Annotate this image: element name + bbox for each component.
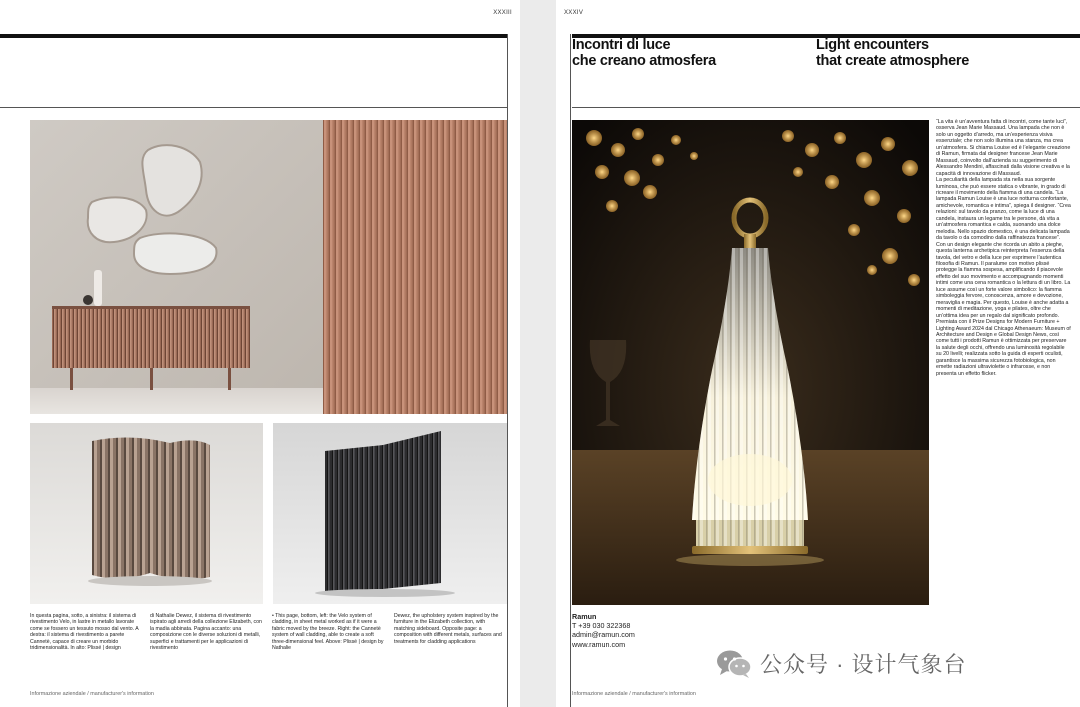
photo-credit: PHOTO XXXXXXXX [566, 533, 571, 570]
page-folio: XXXIV [564, 10, 584, 16]
caption-it-part2: di Nathalie Dewez, il sistema di rivestimento ispirato agli arredi della collezione Elizabeth, con la madia abbinata. Pagina accanto: una composizione con le diverse soluzioni di metalli, superfici e trattamenti per le applicazioni di rivestimento [150, 613, 262, 652]
article-paragraph: “La vita è un’avventura fatta di incontri, come tante luci”, osserva Jean Marie Massaud. Una lampada che non è solo un oggetto d’arredo, ma un’esperienza visiva essenziale; che non solo illumina una stanza, ma crea un’atmosfera. Si chiama Louise ed è l’elegante creazione di Ramun, firmata dal designer francese Jean Marie Massaud, coinvolto dall’azienda su suggerimento di Alessandro Mendini, affascinati dalla visione creativa e la capacità di innovazione di Massaud. [936, 119, 1071, 177]
right-page [556, 0, 1080, 707]
headline-it-line1: Incontri di luce [572, 37, 671, 53]
headline-en-line1: Light encounters [816, 37, 929, 53]
louise-lamp-illustration [572, 120, 929, 605]
page-footer: Informazione aziendale / manufacturer's information [572, 691, 696, 697]
cannete-illustration [273, 423, 507, 604]
wechat-icon [716, 649, 752, 679]
headline-english [816, 38, 969, 69]
headline-italian [572, 38, 716, 69]
article-paragraph: Con un design elegante che ricorda un abito a pieghe, questa lanterna archetipica reinterpreta l’essenza della tavola, del vetro e della luce per esprimere l’autentica filosofia di Ramun. Il paralume con motivo plissé protegge la fiamma sospesa, amplificando il piacevole effetto del suo movimento e accompagnando momenti intimi come una cena romantica o la lettura di un libro. La luce assume così un forte valore simbolico: la fiamma simboleggia fervore, conoscenza, amore e devozione, meraviglia e magia. Per questo, Louise è anche adatta a momenti di meditazione, yoga e pilates, oltre che un’ottima idea per un regalo dal significato profondo. [936, 241, 1071, 319]
photo-cannete-system [273, 423, 507, 604]
company-name: Ramun [572, 612, 597, 621]
page-footer: Informazione aziendale / manufacturer's information [30, 691, 154, 697]
article-paragraph: Premiata con il Prize Designs for Modern Furniture + Lighting Award 2024 dal Chicago Athenaeum: Museum of Architecture and Design e Global Design News, così come tutti i prodotti Ramun è ottimizzata per preservare la salute degli occhi, offrendo una luminosità regolabile su 20 livelli; realizzata sotto la guida di esperti oculisti, garantisce la massima sicurezza fotobiologica, non emette radiazioni ultraviolette o infrarosse, e non presenta un effetto flicker. [936, 319, 1071, 377]
article-paragraph: La peculiarità della lampada sta nella sua sorgente luminosa, che può essere statica o vibrante, in grado di ricreare il movimento della fiamma di una candela. “La lampada Ramun Louise è una luce notturna confortante, amichevole, romantica e intima”, spiega il designer. “Crea relazioni: sul tavolo da pranzo, come la luce di una candela, instaura un legame tra le persone, dà vita a un’atmosfera romantica e calda, suonando una dolce melodia. Nello spazio domestico, è una delicata lampada da tavolo o da comodino dalla raffinatezza francese”. [936, 177, 1071, 242]
headline-en-line2: that create atmosphere [816, 52, 969, 69]
left-page [0, 0, 520, 707]
page-edge [507, 34, 508, 707]
company-phone[interactable]: T +39 030 322368 [572, 621, 631, 631]
velo-illustration [30, 423, 263, 604]
photo-louise-lamp [572, 120, 929, 605]
page-edge [570, 34, 571, 707]
caption-en-part2: Dewez, the upholstery system inspired by the furniture in the Elizabeth collection, with matching sideboard. Opposite page: a composition with different metals, surfaces and treatments for cladding applications [394, 613, 502, 645]
caption-it-part1: In questa pagina, sotto, a sinistra: il sistema di rivestimento Velo, in lastre in metallo lavorate come se fossero un tessuto mosso dal vento. A destra: il sistema di rivestimento a parete Cannetè, capace di creare un morbido tridimensionalità. In alto: Plissé | design [30, 613, 139, 652]
header-divider [572, 107, 1080, 108]
photo-velo-system [30, 423, 263, 604]
article-body [936, 119, 1071, 609]
headline-it-line2: che creano atmosfera [572, 52, 716, 69]
caption-en-part1: • This page, bottom, left: the Velo system of cladding, in sheet metal worked as if it were a fabric moved by the breeze. Right: the Cannetè system of wall cladding, able to create a soft three-dimensional feel. Above: Plissé | design by Nathalie [272, 613, 384, 652]
wechat-watermark [716, 648, 967, 679]
page-folio: XXXIII [493, 10, 512, 16]
photo-plisse-sideboard [30, 120, 507, 414]
company-contact [572, 612, 635, 649]
company-email[interactable]: admin@ramun.com [572, 630, 635, 640]
top-rule [0, 34, 508, 38]
header-divider [0, 107, 508, 108]
company-website[interactable]: www.ramun.com [572, 639, 626, 649]
watermark-text: 公众号 · 设计气象台 [760, 652, 967, 677]
plisse-sideboard-illustration [30, 120, 507, 414]
